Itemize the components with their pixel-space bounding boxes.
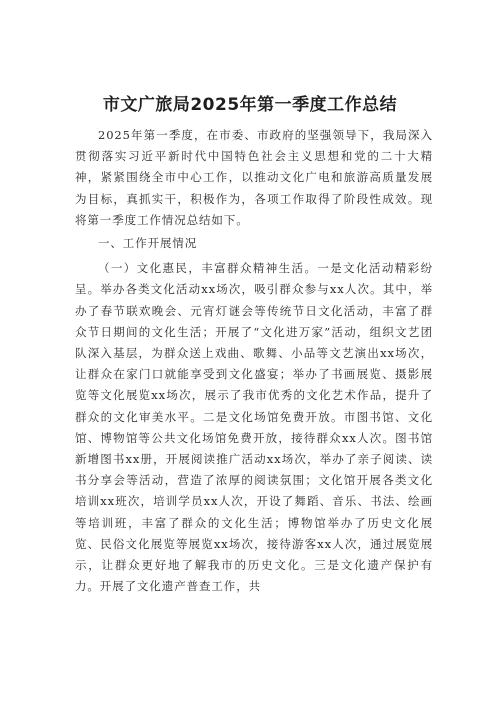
intro-paragraph: 2025年第一季度，在市委、市政府的坚强领导下，我局深入贯彻落实习近平新时代中国特色社会主义思想和党的二十大精神，紧紧围绕全市中心工作，以推动文化广电和旅游高质量发展为目标，真抓实干，积极作为，各项工作取得了阶段性成效。现将第一季度工作情况总结如下。 (75, 128, 433, 227)
subsection-paragraph-culture: （一）文化惠民，丰富群众精神生活。一是文化活动精彩纷呈。举办各类文化活动xx场次，吸引群众参与xx人次。其中，举办了春节联欢晚会、元宵灯谜会等传统节日文化活动，丰富了群众节日期间的文化生活；开展了“文化进万家”活动，组织文艺团队深入基层，为群众送上戏曲、歌舞、小品等文艺演出xx场次，让群众在家门口就能享受到文化盛宴；举办了书画展览、摄影展览等文化展览xx场次，展示了我市优秀的文化艺术作品，提升了群众的文化审美水平。二是文化场馆免费开放。市图书馆、文化馆、博物馆等公共文化场馆免费开放，接待群众xx人次。图书馆新增图书xx册，开展阅读推广活动xx场次，举办了亲子阅读、读书分享会等活动，营造了浓厚的阅读氛围；文化馆开展各类文化培训xx班次，培训学员xx人次，开设了舞蹈、音乐、书法、绘画等培训班，丰富了群众的文化生活；博物馆举办了历史文化展览、民俗文化展览等展览xx场次，接待游客xx人次，通过展览展示，让群众更好地了解我市的历史文化。三是文化遗产保护有力。开展了文化遗产普查工作，共 (75, 261, 433, 594)
document-body (75, 125, 433, 597)
section-heading-work-status: 一、工作开展情况 (98, 236, 198, 251)
document-title: 市文广旅局2025年第一季度工作总结 (102, 95, 398, 115)
